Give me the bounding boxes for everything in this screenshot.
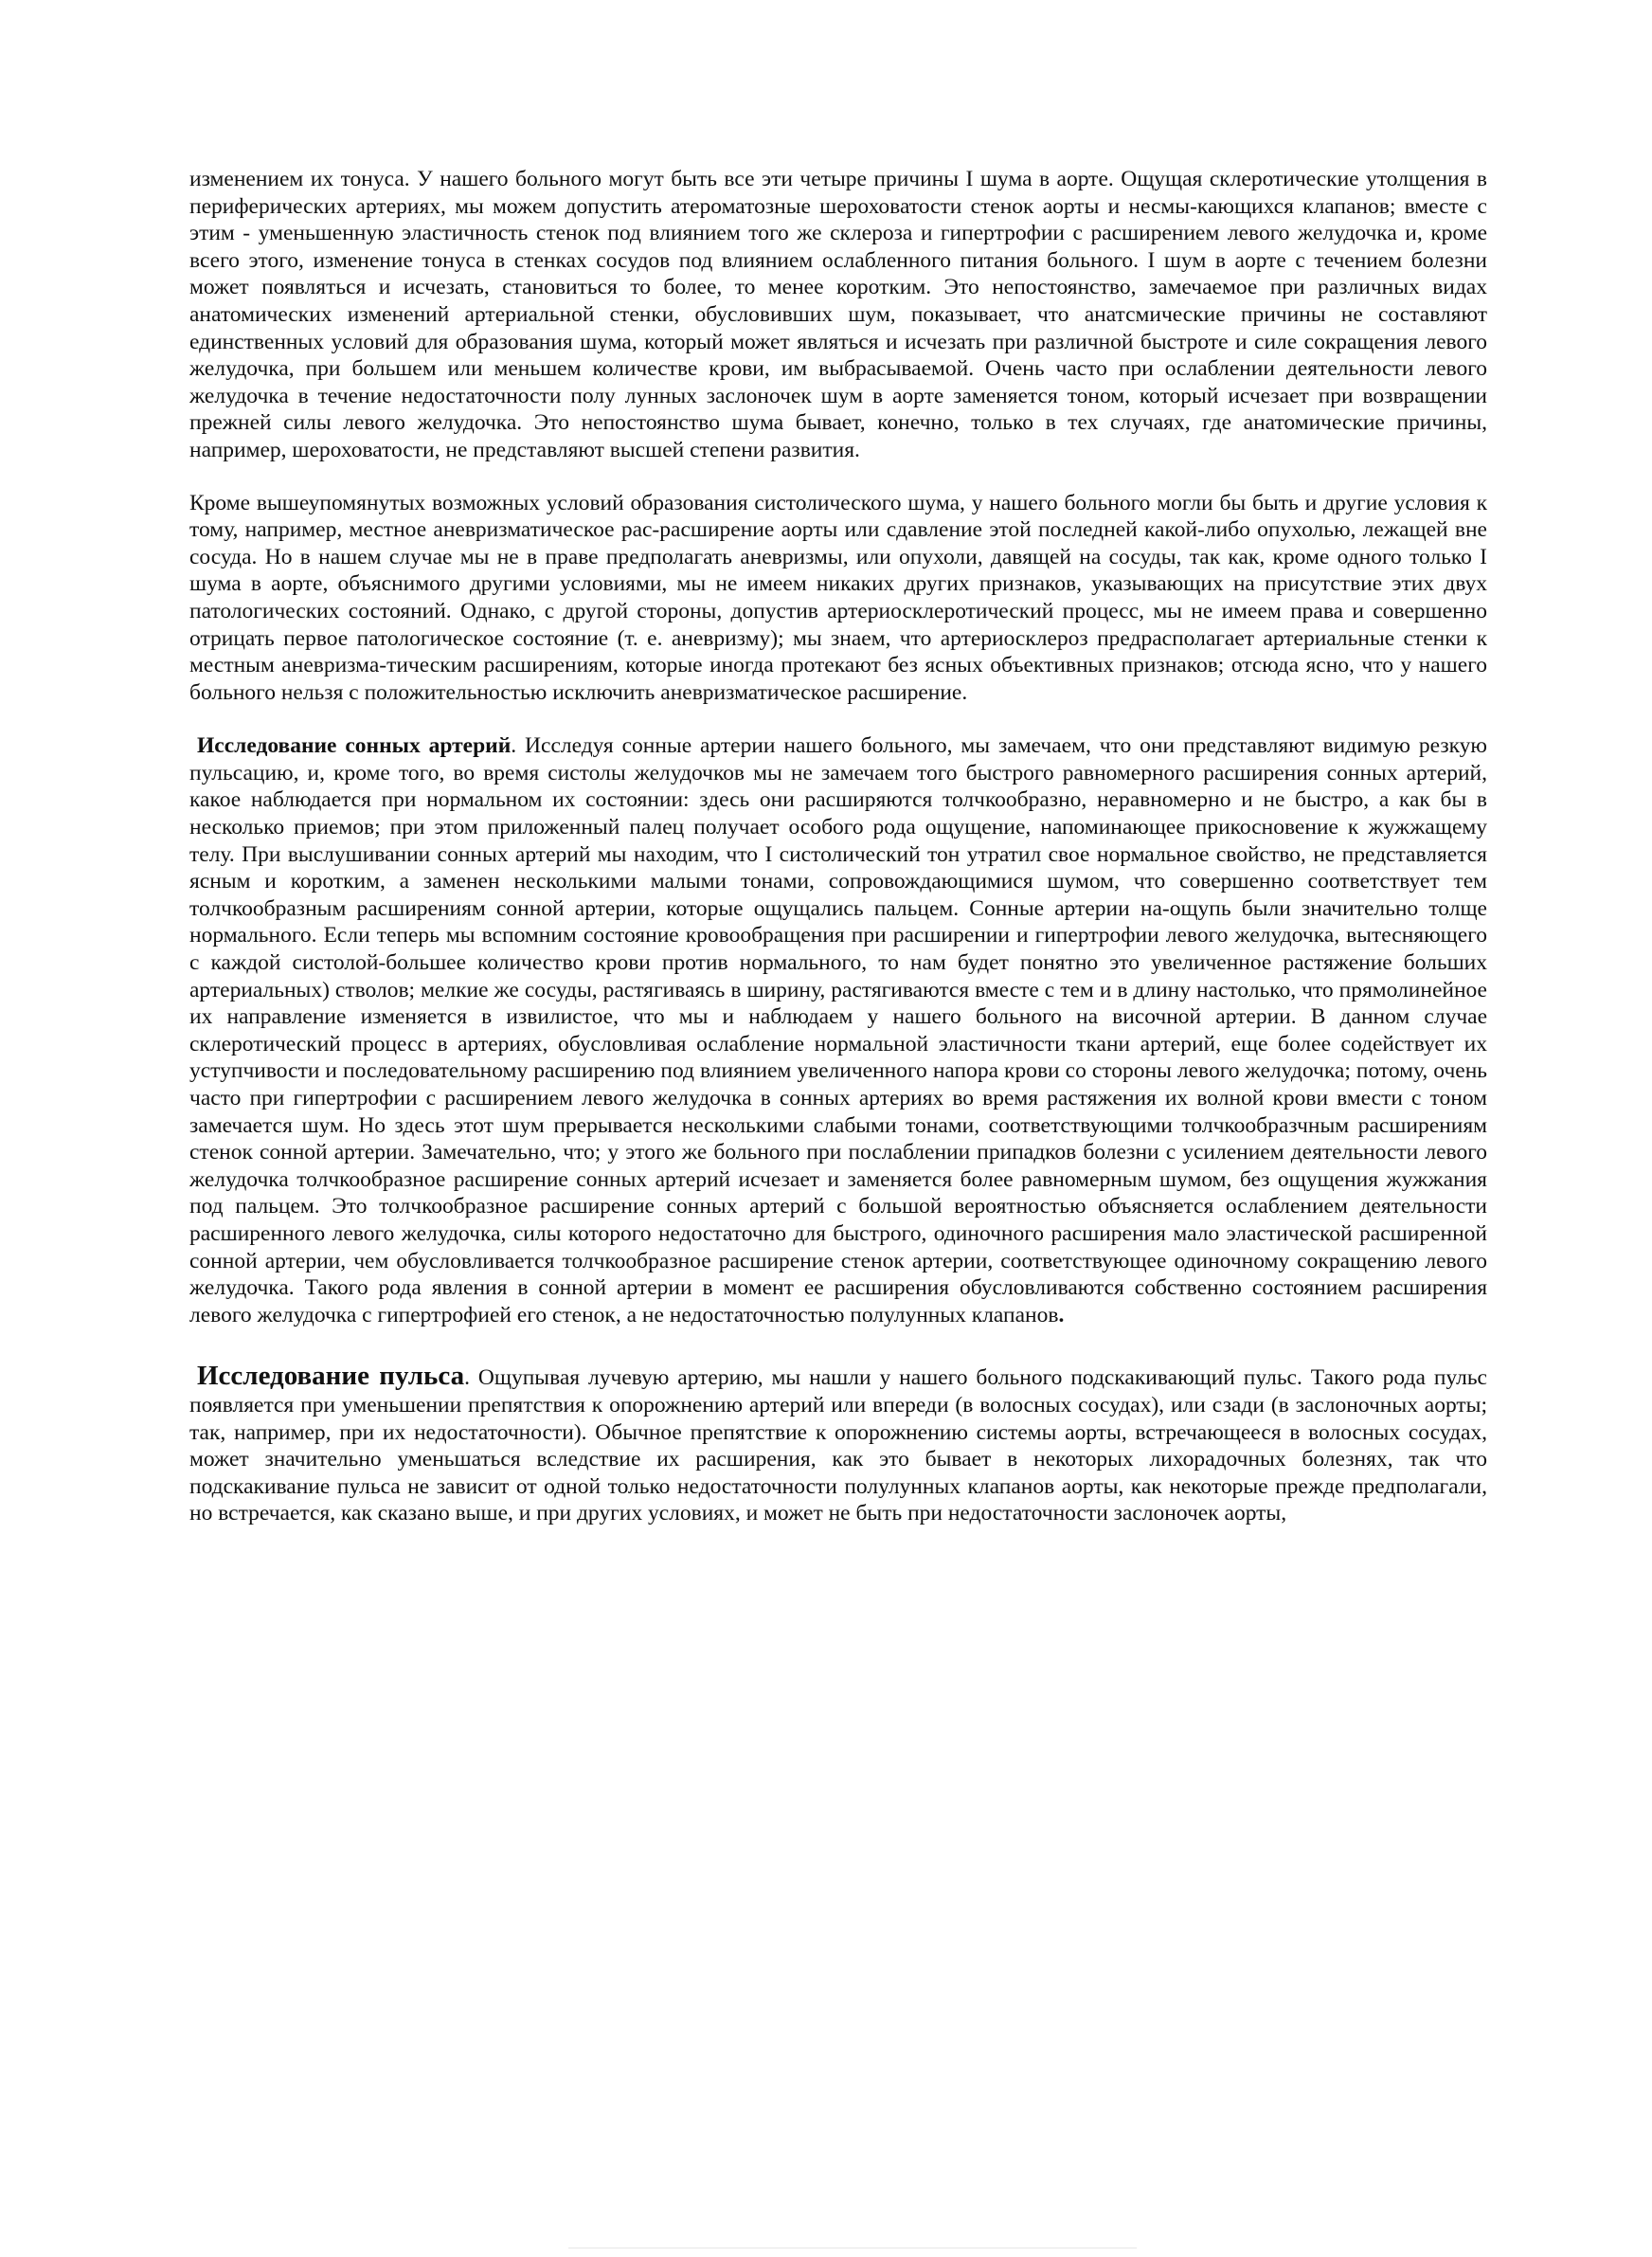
paragraph-carotid-examination	[189, 732, 1487, 1328]
paragraph-aneurysm-discussion	[189, 490, 1487, 707]
paragraph-tail: .	[1058, 1302, 1065, 1327]
document-page	[189, 166, 1487, 1527]
section-heading-pulse: Исследование пульса	[197, 1361, 465, 1392]
paragraph-pulse-examination	[189, 1363, 1487, 1527]
paragraph-text: изменением их тонуса. У нашего больного могут быть все эти четыре причины I шума в аорте. Ощущая склеротические утолщения в периферических артериях, мы можем допустить атероматозные шероховатости стенок аорты и несмы-кающихся клапанов; вместе с этим - уменьшенную эластичность стенок под влиянием того же склероза и гипертрофии с расширением левого желудочка и, кроме всего этого, изменение тонуса в стенках сосудов под влиянием ослабленного питания больного. I шум в аорте с течением болезни может появляться и исчезать, становиться то более, то менее коротким. Это непостоянство, замечаемое при различных видах анатомических изменений артериальной стенки, обусловивших шум, показывает, что анатсмические причины не составляют единственных условий для образования шума, который может являться и исчезать при различной быстроте и силе сокращения левого желудочка, при большем или меньшем количестве крови, им выбрасываемой. Очень часто при ослаблении деятельности левого желудочка в течение недостаточности полу лунных заслоночек шум в аорте заменяется тоном, который исчезает при возвращении прежней силы левого желудочка. Это непостоянство шума бывает, конечно, только в тех случаях, где анатомические причины, например, шероховатости, не представляют высшей степени развития.	[189, 167, 1487, 462]
paragraph-text: Кроме вышеупомянутых возможных условий образования систолического шума, у нашего больного могли бы быть и другие условия к тому, например, местное аневризматическое рас-расширение аорты или сдавление этой последней какой-либо опухолью, лежащей вне сосуда. Но в нашем случае мы не в праве предполагать аневризмы, или опухоли, давящей на сосуды, так как, кроме одного только I шума в аорте, объяснимого другими условиями, мы не имеем никаких других признаков, указывающих на присутствие этих двух патологических состояний. Однако, с другой стороны, допустив артериосклеротический процесс, мы не имеем права и совершенно отрицать первое патологическое состояние (т. е. аневризму); мы знаем, что артериосклероз предрасполагает артериальные стенки к местным аневризма-тическим расширениям, которые иногда протекают без ясных объективных признаков; отсюда ясно, что у нашего больного нельзя с положительностью исключить аневризматическое расширение.	[189, 490, 1487, 705]
section-heading-carotid: Исследование сонных артерий	[197, 733, 512, 759]
paragraph-aortic-murmur-causes	[189, 166, 1487, 464]
paragraph-text: . Ощупывая лучевую артерию, мы нашли у нашего больного подскакивающий пульс. Такого рода пульс появляется при уменьшении препятствия к опорожнению артерий или впереди (в волосных сосудах), или сзади (в заслоночных аорты; так, например, при их недостаточности). Обычное препятствие к опорожнению системы аорты, встречающееся в волосных сосудах, может значительно уменьшаться вследствие их расширения, как это бывает в некоторых лихорадочных болезнях, так что подскакивание пульса не зависит от одной только недостаточности полулунных клапанов аорты, как некоторые прежде предполагали, но встречается, как сказано выше, и при других условиях, и может не быть при недостаточности заслоночек аорты,	[189, 1365, 1487, 1526]
paragraph-text: . Исследуя сонные артерии нашего больного, мы замечаем, что они представляют видимую резкую пульсацию, и, кроме того, во время систолы желудочков мы не замечаем того быстрого равномерного расширения сонных артерий, какое наблюдается при нормальном их состоянии: здесь они расширяются толчкообразно, неравномерно и не быстро, а как бы в несколько приемов; при этом приложенный палец получает особого рода ощущение, напоминающее прикосновение к жужжащему телу. При выслушивании сонных артерий мы находим, что I систолический тон утратил свое нормальное свойство, не представляется ясным и коротким, а заменен несколькими малыми тонами, сопровождающимися шумом, что совершенно соответствует тем толчкообразным расширениям сонной артерии, которые ощущались пальцем. Сонные артерии на-ощупь были значительно толще нормального. Если теперь мы вспомним состояние кровообращения при расширении и гипертрофии левого желудочка, вытесняющего с каждой систолой-большее количество крови против нормального, то нам будет понятно это увеличенное растяжение больших артериальных) стволов; мелкие же сосуды, растягиваясь в ширину, растягиваются вместе с тем и в длину настолько, что прямолинейное их направление изменяется в извилистое, что мы и наблюдаем у нашего больного на височной артерии. В данном случае склеротический процесс в артериях, обусловливая ослабление нормальной эластичности ткани артерий, еще более содействует их уступчивости и последовательному расширению под влиянием увеличенного напора крови со стороны левого желудочка; потому, очень часто при гипертрофии с расширением левого желудочка в сонных артериях во время растяжения их волной крови вмести с тоном замечается шум. Но здесь этот шум прерывается несколькими слабыми тонами, соответствующими толчкообразчным расширениям стенок сонной артерии. Замечательно, что; у этого же больного при послаблении припадков болезни с усилением деятельности левого желудочка толчкообразное расширение сонных артерий исчезает и заменяется более равномерным шумом, без ощущения жужжания под пальцем. Это толчкообразное расширение сонных артерий с большой вероятностью объясняется ослаблением деятельности расширенного левого желудочка, силы которого недостаточно для быстрого, одиночного расширения мало эластической расширенной сонной артерии, чем обусловливается толчкообразное расширение стенок артерии, соответствующее одиночному сокращению левого желудочка. Такого рода явления в сонной артерии в момент ее расширения обусловливаются собственно состоянием расширения левого желудочка с гипертрофией его стенок, а не недостаточностью полулунных клапанов	[189, 733, 1487, 1327]
